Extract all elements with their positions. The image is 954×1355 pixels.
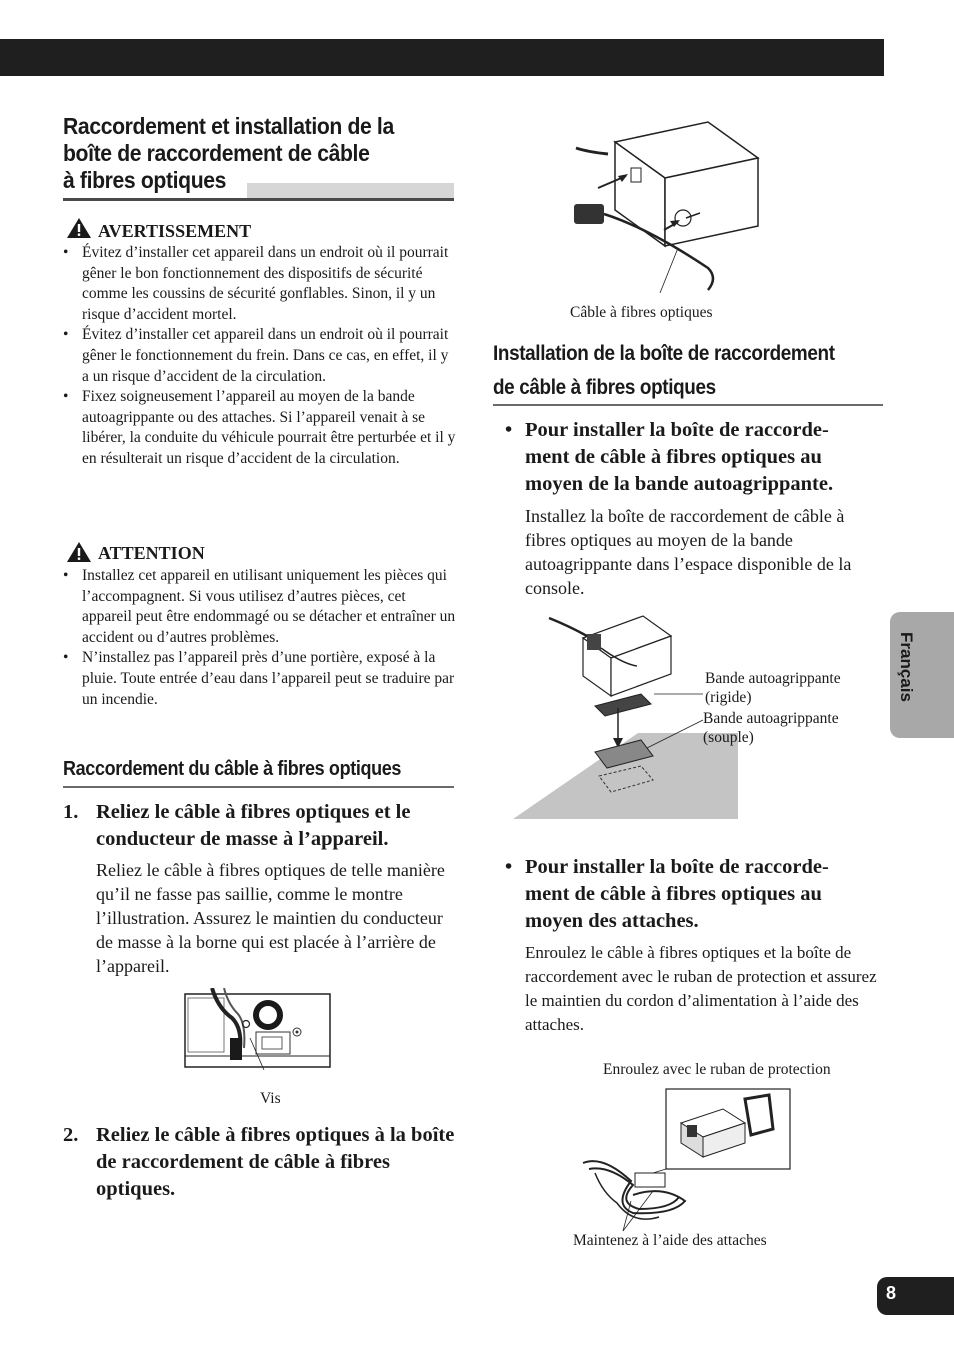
bullet-title-line: ment de câble à fibres optiques au	[525, 883, 822, 905]
bullet-title-line: moyen des attaches.	[525, 910, 699, 932]
bullet-title-line: ment de câble à fibres optiques au	[525, 446, 822, 468]
caution-title: ATTENTION	[98, 543, 205, 563]
junction-box-cable-illustration	[568, 118, 768, 293]
label-velcro-soft: Bande autoagrippante (souple)	[703, 710, 839, 746]
step-1-body: Reliez le câble à fibres optiques de telle manière qu’il ne fasse pas saillie, comme le montre l’illustration. Assurez le maintien du conducteur de masse à la borne qui est placée à l’arrière de l’appareil.	[96, 860, 445, 976]
warning-triangle-icon	[66, 217, 92, 239]
figure-1-caption: Vis	[260, 1090, 281, 1107]
heading-line-1: Installation de la boîte de raccordement	[493, 342, 835, 365]
language-tab-label: Français	[897, 632, 916, 702]
page-number-box	[877, 1277, 954, 1315]
language-tab	[890, 612, 954, 738]
bullet-title	[525, 417, 883, 498]
bullet-velcro-body: Installez la boîte de raccordement de câble à fibres optiques au moyen de la bande autoagrippante dans l’espace disponible de la console.	[525, 506, 852, 598]
label-wrap-tape: Enroulez avec le ruban de protection	[603, 1061, 831, 1078]
warning-title: AVERTISSEMENT	[98, 221, 252, 241]
bullet-dot: •	[505, 419, 513, 441]
warning-list	[63, 243, 458, 470]
section-heading-connect: Raccordement du câble à fibres optiques	[63, 758, 402, 780]
title-line-1: Raccordement et installation de la	[63, 113, 394, 139]
list-item: • Évitez d’installer cet appareil dans un endroit où il pourrait gêner le bon fonctionnement des dispositifs de sécurité comme les coussins de sécurité gonflables. Sinon, il y un risque d’accident mortel.	[63, 243, 458, 325]
title-line-2: boîte de raccordement de câble	[63, 140, 370, 166]
title-line-3: à fibres optiques	[63, 167, 227, 193]
caution-list	[63, 566, 458, 710]
section-heading-install	[493, 337, 844, 405]
list-item: • N’installez pas l’appareil près d’une portière, exposé à la pluie. Toute entrée d’eau dans l’appareil peut se traduire par un incendie.	[63, 648, 458, 710]
section-rule	[493, 404, 883, 406]
list-item: • Évitez d’installer cet appareil dans un endroit où il pourrait gêner le fonctionnement du frein. Dans ce cas, en effet, il y a un risque d’accident de la circulation.	[63, 325, 458, 387]
figure-2-caption: Câble à fibres optiques	[570, 304, 713, 321]
cable-ties-illustration	[573, 1085, 795, 1233]
section-rule	[63, 786, 454, 788]
unit-rear-illustration	[184, 988, 332, 1070]
header-bar	[0, 39, 884, 76]
step-title: Reliez le câble à fibres optiques et le conducteur de masse à l’appareil.	[96, 801, 411, 850]
bullet-title-line: moyen de la bande autoagrippante.	[525, 473, 834, 495]
bullet-title-line: Pour installer la boîte de raccorde-	[525, 856, 829, 878]
page-title	[63, 113, 426, 194]
bullet-dot: •	[505, 856, 513, 878]
list-item: • Installez cet appareil en utilisant uniquement les pièces qui l’accompagnent. Si vous utilisez d’autres pièces, cet appareil peut être endommagé ou se détacher et entraîner un accident ou d’autres problèmes.	[63, 566, 458, 648]
page-number: 8	[886, 1283, 897, 1303]
list-item: • Fixez soigneusement l’appareil au moyen de la bande autoagrippante ou des attaches. Si l’appareil venait à se libérer, la conduite du véhicule pourrait être perturbée et il y en résulterait un risque d’accident de la circulation.	[63, 387, 458, 469]
step-title: Reliez le câble à fibres optiques à la boîte de raccordement de câble à fibres optiques.	[96, 1124, 455, 1200]
step-number: 2.	[63, 1124, 79, 1146]
bullet-title-line: Pour installer la boîte de raccorde-	[525, 419, 829, 441]
bullet-ties-body: Enroulez le câble à fibres optiques et la boîte de raccordement avec le ruban de protection et assurez le maintien du cordon d’alimentation à l’aide des attaches.	[525, 943, 877, 1034]
title-rule	[63, 198, 454, 201]
caution-triangle-icon	[66, 541, 92, 563]
label-hold-ties: Maintenez à l’aide des attaches	[573, 1232, 767, 1249]
step-number: 1.	[63, 801, 79, 823]
bullet-title	[525, 854, 883, 935]
label-velcro-rigid: Bande autoagrippante (rigide)	[705, 670, 841, 706]
heading-line-2: de câble à fibres optiques	[493, 376, 716, 399]
